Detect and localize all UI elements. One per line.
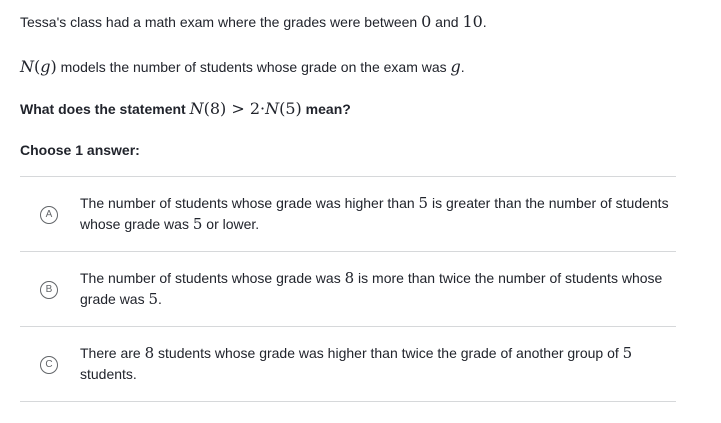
choice-b[interactable] <box>20 252 676 327</box>
prompt-expr-a1: (8) > 2· <box>203 99 266 118</box>
choice-a-t3: or lower. <box>202 216 260 232</box>
choose-instruction: Choose 1 answer: <box>20 142 140 158</box>
choice-b-letter-circle: B <box>40 281 58 299</box>
choice-b-text <box>80 268 670 310</box>
choice-a-m1: 5 <box>418 194 429 212</box>
choice-a-letter-circle: A <box>40 206 58 224</box>
model-text: models the number of students whose grade on the exam was <box>56 59 451 75</box>
choice-c-t1: There are <box>80 345 145 361</box>
choice-a-m2: 5 <box>192 215 203 233</box>
choice-b-t2: is more than twice the number of students whose grade was <box>80 270 663 307</box>
prompt-expr-f2: N <box>265 99 280 118</box>
prompt-expr-a2: (5) <box>279 99 302 118</box>
prompt-expr-f1: N <box>189 99 204 118</box>
choice-c-m1: 8 <box>144 344 155 362</box>
choice-b-m2: 5 <box>148 290 159 308</box>
choice-c[interactable] <box>20 327 676 402</box>
model-func: N <box>20 57 34 76</box>
choice-b-m1: 8 <box>344 269 355 287</box>
intro-text-middle: and <box>431 14 463 30</box>
choice-b-t3: . <box>158 291 162 307</box>
choice-a-text <box>80 193 670 235</box>
choice-c-t2: students whose grade was higher than twice the grade of another group of <box>154 345 623 361</box>
model-paren-close: ) <box>50 57 57 76</box>
model-paren-open: ( <box>34 57 41 76</box>
intro-math-low: 0 <box>421 12 432 31</box>
choice-c-m2: 5 <box>622 344 633 362</box>
question-prompt <box>20 99 351 119</box>
prompt-before: What does the statement <box>20 101 190 117</box>
model-statement <box>20 57 465 77</box>
model-after: . <box>460 59 465 75</box>
intro-math-high: 10 <box>462 12 483 31</box>
choice-c-letter-circle: C <box>40 356 58 374</box>
choice-b-t1: The number of students whose grade was <box>80 270 345 286</box>
prompt-after: mean? <box>301 101 351 117</box>
question-intro <box>20 12 487 32</box>
choice-a[interactable] <box>20 177 676 252</box>
intro-text-before: Tessa's class had a math exam where the grades were between <box>20 14 422 30</box>
choice-c-text <box>80 343 670 385</box>
intro-text-after: . <box>482 14 487 30</box>
choice-a-t2: is greater than the number of students whose grade was <box>80 195 669 232</box>
model-var: g <box>40 57 51 76</box>
choice-c-t3: students. <box>80 366 137 382</box>
choice-a-t1: The number of students whose grade was higher than <box>80 195 419 211</box>
model-var2: g <box>450 57 461 76</box>
answer-choices <box>20 176 676 402</box>
